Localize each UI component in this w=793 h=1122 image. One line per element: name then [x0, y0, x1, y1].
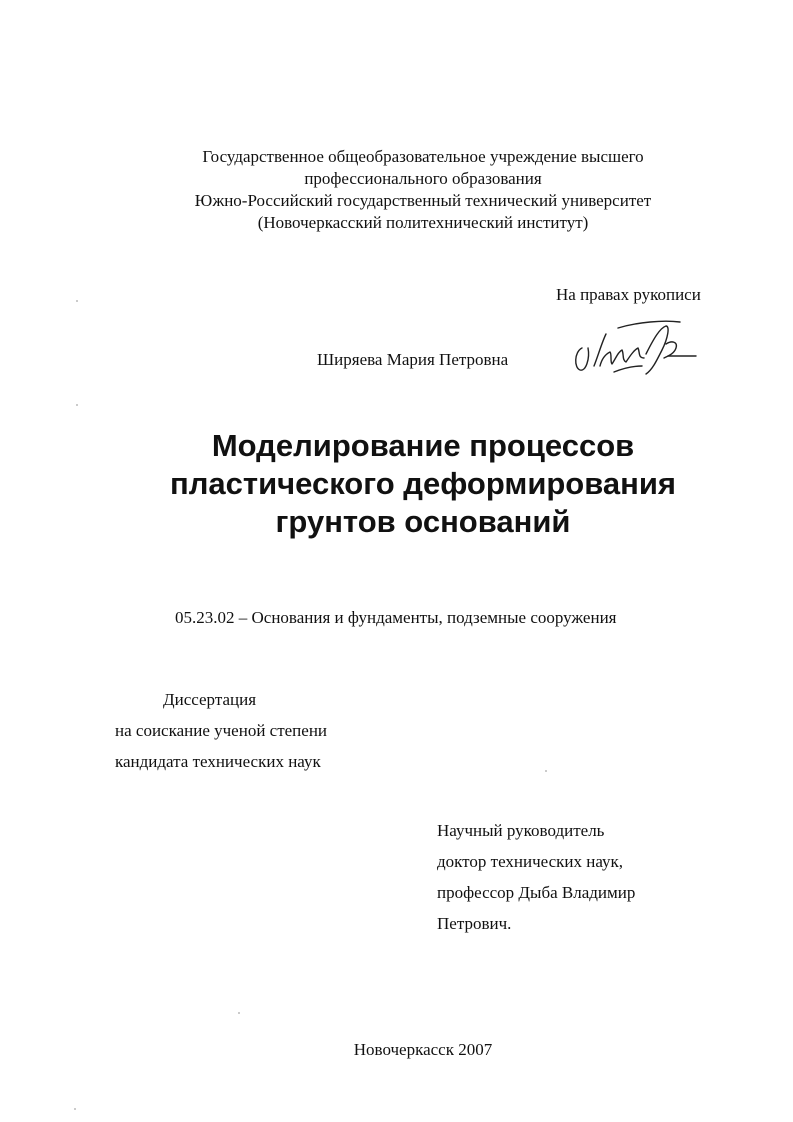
author-name: Ширяева Мария Петровна	[317, 350, 509, 369]
scan-speck	[74, 1108, 76, 1110]
scan-speck	[76, 300, 78, 302]
city-year: Новочеркасск 2007	[353, 1040, 493, 1059]
title-line: пластического деформирования	[169, 466, 677, 501]
specialty-code: 05.23.02 – Основания и фундаменты, подземные сооружения	[175, 608, 617, 627]
institution-line: Государственное общеобразовательное учреждение высшего	[202, 147, 644, 166]
institution-line: (Новочеркасский политехнический институт)	[257, 213, 589, 232]
manuscript-note: На правах рукописи	[556, 285, 701, 304]
scan-speck	[238, 1012, 240, 1014]
title-line: грунтов оснований	[275, 504, 571, 539]
degree-line: кандидата технических наук	[115, 752, 321, 771]
institution-line: профессионального образования	[304, 169, 542, 188]
supervisor-block	[437, 815, 635, 939]
degree-line: Диссертация	[163, 690, 257, 709]
title-line: Моделирование процессов	[211, 428, 635, 463]
supervisor-line: Петрович.	[437, 914, 512, 933]
signature-icon	[568, 318, 703, 380]
supervisor-line: доктор технических наук,	[437, 852, 624, 871]
institution-line: Южно-Российский государственный технический университет	[194, 191, 652, 210]
dissertation-title	[0, 427, 793, 541]
scan-speck	[545, 770, 547, 772]
degree-block	[115, 684, 327, 777]
supervisor-line: Научный руководитель	[437, 821, 605, 840]
institution-header	[0, 146, 793, 234]
scan-speck	[76, 404, 78, 406]
supervisor-line: профессор Дыба Владимир	[437, 883, 636, 902]
degree-line: на соискание ученой степени	[115, 721, 328, 740]
